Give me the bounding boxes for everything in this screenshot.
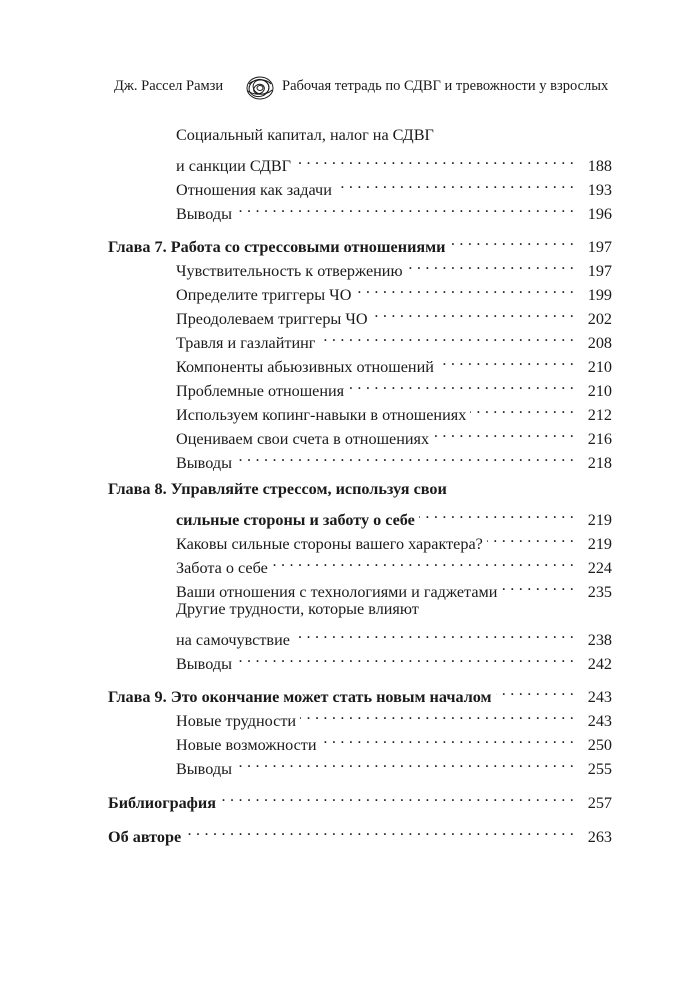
toc-entry[interactable] [176,573,612,601]
toc-entry[interactable] [176,645,612,673]
toc-entry-title: Используем копинг-навыки в отношениях [176,406,467,424]
toc-chapter-title: Глава 9. Это окончание может стать новым началом [108,688,492,706]
toc-entry[interactable] [176,171,612,199]
toc-chapter-entry[interactable] [176,501,612,529]
dot-leader [450,228,574,252]
toc-entry-page: 216 [587,430,612,448]
toc-entry-title: Компоненты абьюзивных отношений [176,358,434,376]
toc-entry-page: 257 [587,794,612,812]
toc-entry-page: 219 [587,511,612,529]
toc-entry[interactable] [176,396,612,424]
toc-entry[interactable] [176,300,612,328]
dot-leader [295,147,574,171]
toc-entry-page: 208 [587,334,612,352]
toc-entry-title: Преодолеваем триггеры ЧО [176,310,368,328]
toc-chapter-title: сильные стороны и заботу о себе [176,511,415,529]
toc-entry-title: Выводы [176,760,232,778]
toc-entry-page: 235 [587,583,612,601]
toc-entry-page: 199 [587,286,612,304]
toc-entry[interactable] [176,750,612,778]
toc-entry[interactable] [176,195,612,223]
toc-entry-title: Каковы сильные стороны вашего характера? [176,535,483,553]
dot-leader [294,621,574,645]
toc-entry[interactable] [176,525,612,553]
dot-leader [438,348,574,372]
toc-entry[interactable] [176,123,612,147]
scribble-logo-icon [244,74,276,102]
toc-chapter-title: Глава 8. Управляйте стрессом, используя свои [108,480,447,498]
toc-entry-page: 242 [587,655,612,673]
toc-entry-title: Социальный капитал, налог на СДВГ [176,126,434,144]
toc-entry-page: 250 [587,736,612,754]
dot-leader [496,678,574,702]
toc-entry[interactable] [176,276,612,304]
toc-chapter-entry[interactable] [108,784,612,812]
toc-entry-title: Чувствительность к отвержению [176,262,403,280]
toc-entry[interactable] [176,252,612,280]
toc-entry-page: 243 [587,688,612,706]
toc-entry-page: 193 [587,181,612,199]
toc-entry-page: 218 [587,454,612,472]
toc-entry-title: Травля и газлайтинг [176,334,316,352]
toc-entry-page: 224 [587,559,612,577]
dot-leader [419,501,574,525]
toc-entry-title: Забота о себе [176,559,268,577]
toc-entry-title: Выводы [176,454,232,472]
toc-entry[interactable] [176,549,612,577]
dot-leader [272,549,574,573]
toc-entry-title: Другие трудности, которые влияют [176,600,419,618]
toc-entry[interactable] [176,372,612,400]
toc-entry-title: Ваши отношения с технологиями и гаджетами [176,583,498,601]
toc-entry-page: 210 [587,358,612,376]
dot-leader [487,525,574,549]
toc-entry[interactable] [176,147,612,175]
dot-leader [236,645,574,669]
toc-entry-page: 188 [587,157,612,175]
toc-entry[interactable] [176,420,612,448]
dot-leader [321,726,574,750]
toc-entry-page: 197 [587,262,612,280]
toc-chapter-title: Библиография [108,794,216,812]
toc-chapter-entry[interactable] [108,678,612,706]
dot-leader [501,573,574,597]
dot-leader [236,750,574,774]
dot-leader [319,324,574,348]
toc-chapter-entry[interactable] [108,477,612,501]
dot-leader [185,818,574,842]
dot-leader [348,372,574,396]
header-book-title: Рабочая тетрадь по СДВГ и тревожности у взрослых [282,78,609,94]
header-author: Дж. Рассел Рамзи [114,78,224,94]
dot-leader [336,171,574,195]
toc-chapter-entry[interactable] [108,228,612,256]
toc-chapter-title: Об авторе [108,828,182,846]
dot-leader [407,252,574,276]
toc-entry-page: 255 [587,760,612,778]
dot-leader [300,702,574,726]
toc-chapter-title: Глава 7. Работа со стрессовыми отношениями [108,238,446,256]
dot-leader [220,784,574,808]
toc-entry-title: Оцениваем свои счета в отношениях [176,430,430,448]
toc-chapter-entry[interactable] [108,818,612,846]
toc-entry-page: 202 [587,310,612,328]
dot-leader [470,396,574,420]
toc-entry-title: Отношения как задачи [176,181,332,199]
dot-leader [355,276,574,300]
toc-entry-title: и санкции СДВГ [176,157,292,175]
toc-entry-title: на самочувствие [176,631,290,649]
dot-leader [236,195,574,219]
toc-entry-page: 263 [587,828,612,846]
toc-entry-title: Выводы [176,655,232,673]
toc-entry[interactable] [176,597,612,621]
toc-entry-title: Проблемные отношения [176,382,345,400]
toc-entry[interactable] [176,324,612,352]
toc-entry-page: 210 [587,382,612,400]
toc-entry[interactable] [176,621,612,649]
dot-leader [433,420,574,444]
toc-entry-title: Новые трудности [176,712,297,730]
toc-entry[interactable] [176,702,612,730]
toc-entry[interactable] [176,348,612,376]
toc-entry-page: 238 [587,631,612,649]
running-header [0,74,694,104]
toc-entry-page: 212 [587,406,612,424]
toc-entry[interactable] [176,726,612,754]
toc-entry-page: 197 [587,238,612,256]
toc-entry[interactable] [176,444,612,472]
toc-entry-title: Новые возможности [176,736,317,754]
toc-entry-page: 196 [587,205,612,223]
toc-entry-title: Определите триггеры ЧО [176,286,352,304]
toc-entry-page: 243 [587,712,612,730]
toc-entry-title: Выводы [176,205,232,223]
toc-entry-page: 219 [587,535,612,553]
dot-leader [236,444,574,468]
dot-leader [372,300,574,324]
